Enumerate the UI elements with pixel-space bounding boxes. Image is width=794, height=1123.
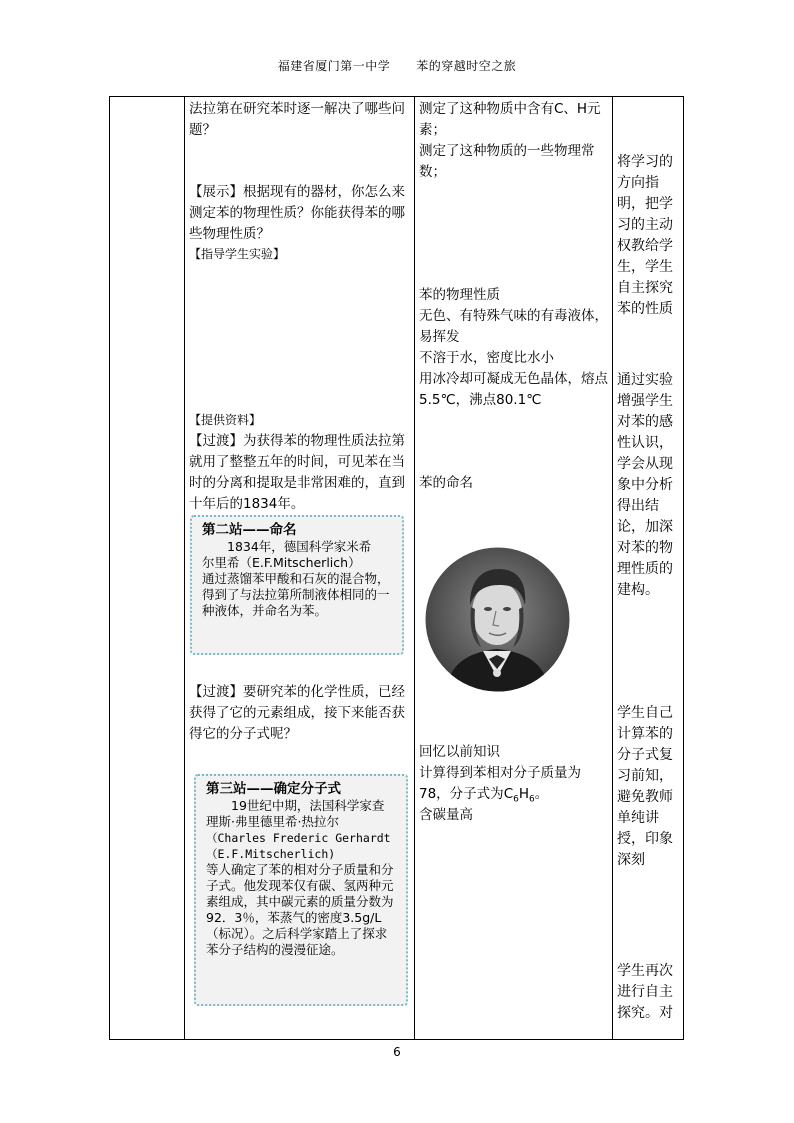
formula-calculation: 计算得到苯相对分子质量为78，分子式为$C_6H_6$。 bbox=[419, 765, 581, 805]
physical-property: 不溶于水，密度比水小 bbox=[419, 350, 554, 366]
column-divider bbox=[414, 97, 415, 1039]
design-note: 通过实验增强学生对苯的感性认识，学会从现象中分析得出结论，加深对苯的物理性质的建构。 bbox=[617, 372, 673, 598]
station-three-text: 19世纪中期，法国科学家查理斯·弗里德里希·热拉尔 bbox=[206, 798, 385, 829]
station-two-text: 通过蒸馏苯甲酸和石灰的混合物，得到了与法拉第所制液体相同的一种液体，并命名为苯。 bbox=[202, 571, 390, 618]
station-three-box bbox=[194, 774, 408, 1006]
school-name: 福建省厦门第一中学 bbox=[277, 59, 391, 73]
station-two-title: 第二站——命名 bbox=[202, 522, 297, 538]
scientist-portrait bbox=[425, 547, 570, 692]
provide-materials: 【提供资料】 bbox=[189, 413, 262, 427]
faraday-question: 法拉第在研究苯时逐一解决了哪些问题？ bbox=[189, 101, 405, 138]
physical-property: 无色、有特殊气味的有毒液体，易挥发 bbox=[419, 308, 608, 345]
page-header bbox=[0, 57, 794, 74]
station-three-text: （E.F.Mitscherlich) bbox=[206, 847, 336, 861]
guide-experiment: 【指导学生实验】 bbox=[189, 247, 286, 261]
transition-two: 【过渡】要研究苯的化学性质，已经获得了它的元素组成，接下来能否获得它的分子式呢？ bbox=[189, 684, 405, 742]
station-two-text: 1834年，德国科学家米希 bbox=[227, 539, 372, 554]
station-three-text: 等人确定了苯的相对分子质量和分子式。他发现苯仅有碳、氢两种元素组成，其中碳元素的质量分数为92．3％，苯蒸气的密度3.5g/L（标况）。之后科学家踏上了探求苯分子结构的漫漫征途。 bbox=[206, 862, 394, 957]
transition-one: 【过渡】为获得苯的物理性质法拉第就用了整整五年的时间，可见苯在当时的分离和提取是非常困难的，直到十年后的1834年。 bbox=[189, 433, 405, 512]
answer-constants: 测定了这种物质的一些物理常数； bbox=[419, 143, 595, 180]
physical-property: 用冰冷却可凝成无色晶体，熔点5.5℃，沸点80.1℃ bbox=[419, 371, 608, 408]
station-three-text: （Charles Frederic Gerhardt bbox=[206, 831, 391, 845]
carbon-content: 含碳量高 bbox=[419, 807, 473, 823]
lesson-table bbox=[109, 96, 684, 1040]
column-divider bbox=[612, 97, 613, 1039]
physical-properties-title: 苯的物理性质 bbox=[419, 287, 500, 303]
show-prompt: 【展示】根据现有的器材，你怎么来测定苯的物理性质？你能获得苯的哪些物理性质？ bbox=[189, 184, 405, 242]
answer-elements: 测定了这种物质中含有C、H元素； bbox=[419, 101, 601, 138]
station-two-box bbox=[190, 515, 404, 655]
station-two-text: 尔里希（E.F.Mitscherlich） bbox=[202, 555, 361, 570]
recall-knowledge: 回忆以前知识 bbox=[419, 744, 500, 760]
design-note: 学生自己计算苯的分子式复习前知，避免教师单纯讲授，印象深刻 bbox=[617, 705, 673, 868]
station-three-title: 第三站——确定分子式 bbox=[206, 781, 341, 797]
benzene-naming: 苯的命名 bbox=[419, 475, 473, 491]
page-number: 6 bbox=[393, 1045, 401, 1059]
column-divider bbox=[184, 97, 185, 1039]
design-note: 学生再次进行自主探究。对 bbox=[617, 963, 673, 1021]
design-note: 将学习的方向指明，把学习的主动权教给学生，学生自主探究苯的性质 bbox=[617, 154, 673, 317]
topic-title: 苯的穿越时空之旅 bbox=[416, 59, 517, 73]
